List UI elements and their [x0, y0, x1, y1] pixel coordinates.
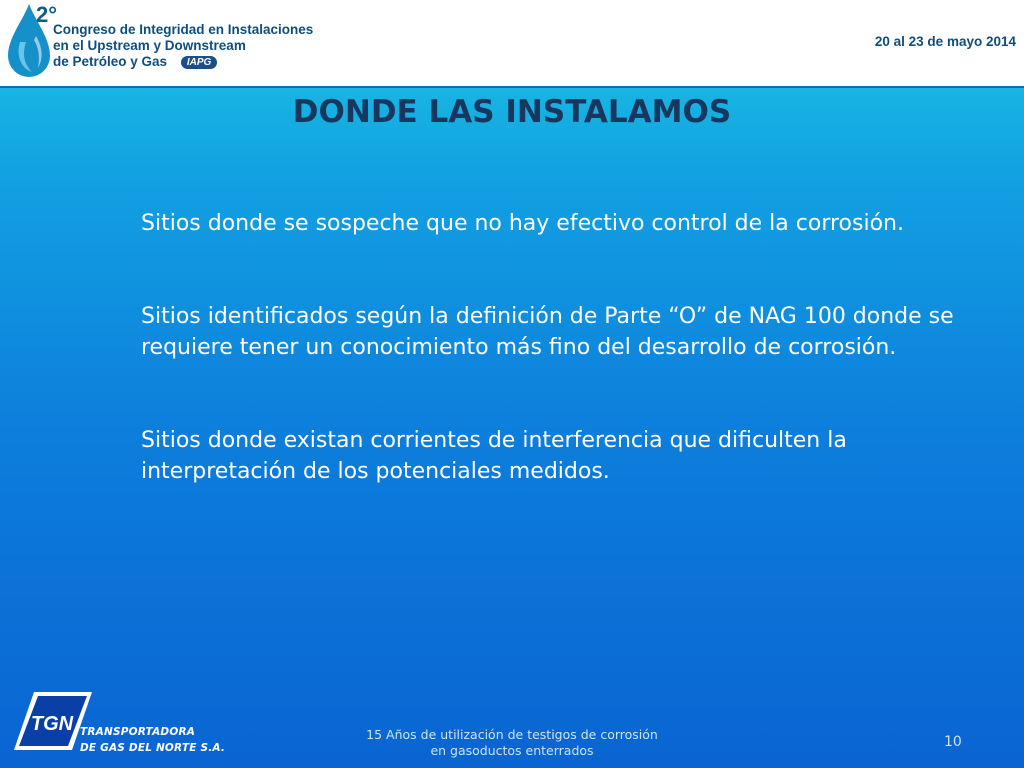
company-name-line: DE GAS DEL NORTE S.A.: [80, 742, 226, 754]
page-number: 10: [944, 734, 962, 750]
congress-title-line: [53, 54, 313, 70]
header-banner: [0, 0, 1024, 88]
bullet-item: Sitios donde se sospeche que no hay efectivo control de la corrosión.: [141, 211, 904, 236]
tgn-logo-text: TGN: [30, 713, 74, 735]
presentation-title-line: 15 Años de utilización de testigos de corrosión: [366, 727, 658, 742]
presentation-title: [312, 727, 712, 759]
congress-number: 2°: [36, 2, 58, 27]
bullet-item: Sitios identificados según la definición de Parte “O” de NAG 100 donde se requiere tener un conocimiento más fino del desarrollo de corrosión.: [141, 304, 954, 360]
bullet-item: Sitios donde existan corrientes de interferencia que dificulten la interpretación de los potenciales medidos.: [141, 428, 847, 484]
presentation-title-line: en gasoductos enterrados: [430, 743, 594, 758]
congress-title: [53, 22, 313, 70]
company-name-line: TRANSPORTADORA: [80, 726, 196, 738]
company-name: [80, 724, 225, 756]
congress-title-line-text: de Petróleo y Gas: [53, 54, 168, 69]
congress-title-line: Congreso de Integridad en Instalaciones: [53, 22, 314, 37]
iapg-logo: IAPG: [181, 56, 217, 69]
bullet-list: [141, 208, 1001, 487]
event-date: 20 al 23 de mayo 2014: [874, 34, 1016, 49]
slide-title: DONDE LAS INSTALAMOS: [292, 94, 732, 130]
congress-title-line: en el Upstream y Downstream: [53, 38, 246, 53]
